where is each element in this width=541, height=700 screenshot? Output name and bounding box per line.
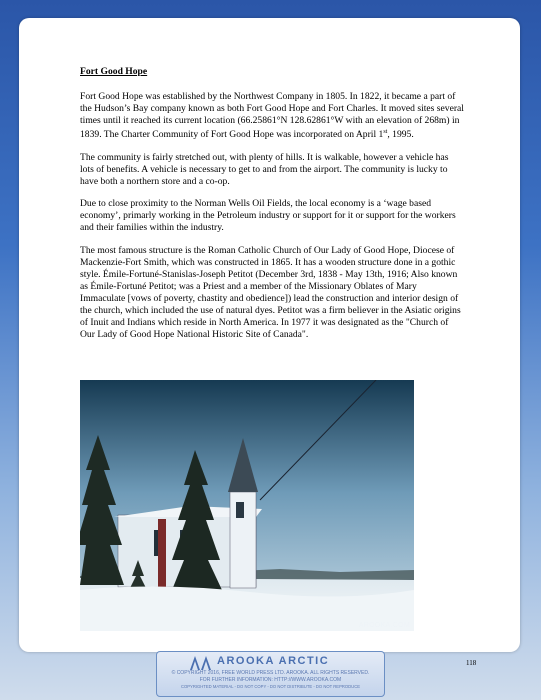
footer-copyright: © COPYRIGHT 2016, FREE WORLD PRESS LTD. AROOKA. ALL RIGHTS RESERVED.	[171, 670, 370, 676]
footer-info: FOR FURTHER INFORMATION: HTTP://WWW.AROOKA.COM	[199, 677, 342, 683]
document-title: Fort Good Hope	[80, 66, 148, 77]
paragraph-community: The community is fairly stretched out, with plenty of hills. It is walkable, however a vehicle has lots of benefits. A vehicle is necessary to get to and from the airport. The community is lucky to have both a northern store and a co-op.	[80, 151, 449, 187]
page-number: 118	[466, 659, 477, 667]
paragraph-economy: Due to close proximity to the Norman Wells Oil Fields, the local economy is a ‘wage based economy’, primarly working in the Petroleum industry or support for it or support for the workers and their families within the industry.	[80, 198, 456, 234]
footer-notice: COPYRIGHTED MATERIAL - DO NOT COPY - DO NOT DISTRIBUTE - DO NOT REPRODUCE	[180, 684, 361, 689]
photo-watermark: AROOKA.COM	[358, 622, 410, 629]
paragraph-church: The most famous structure is the Roman Catholic Church of Our Lady of Good Hope, Diocese of Mackenzie-Fort Smith, which was constructed in 1865. It has a wooden structure done in a gothic style. Émile-Fortuné-Stanislas-Joseph Petitot (December 3rd, 1838 - May 13th, 1916; Also known as Émile-Fortuné Petitot; was a Priest and a member of the Missionary Oblates of Mary Immaculate [vows of poverty, chastity and obedience]) lead the construction and interior design of the church, which included the use of natural dyes. Petitot was a firm believer in the Asiatic origins of Inuit and Indians which reside in North America. In 1977 it was designated as the "Church of Our Lady of Good Hope National Historic Site of Canada".	[80, 245, 461, 340]
document-body	[80, 66, 464, 351]
arooka-logo-icon	[190, 656, 212, 670]
paragraph-history: Fort Good Hope was established by the Northwest Company in 1805. In 1822, it became a part of the Hudson’s Bay company known as both Fort Good Hope and Fort Charles. It moved sites several times until it reached its current location (66.25861°N 128.62861°W with an elevation of 268m) in 1839. The Charter Community of Fort Good Hope was incorporated on April 1st, 1995.	[80, 90, 464, 140]
footer-banner	[156, 651, 385, 697]
church-photo	[80, 380, 414, 631]
footer-brand: AROOKA ARCTIC	[217, 655, 330, 667]
